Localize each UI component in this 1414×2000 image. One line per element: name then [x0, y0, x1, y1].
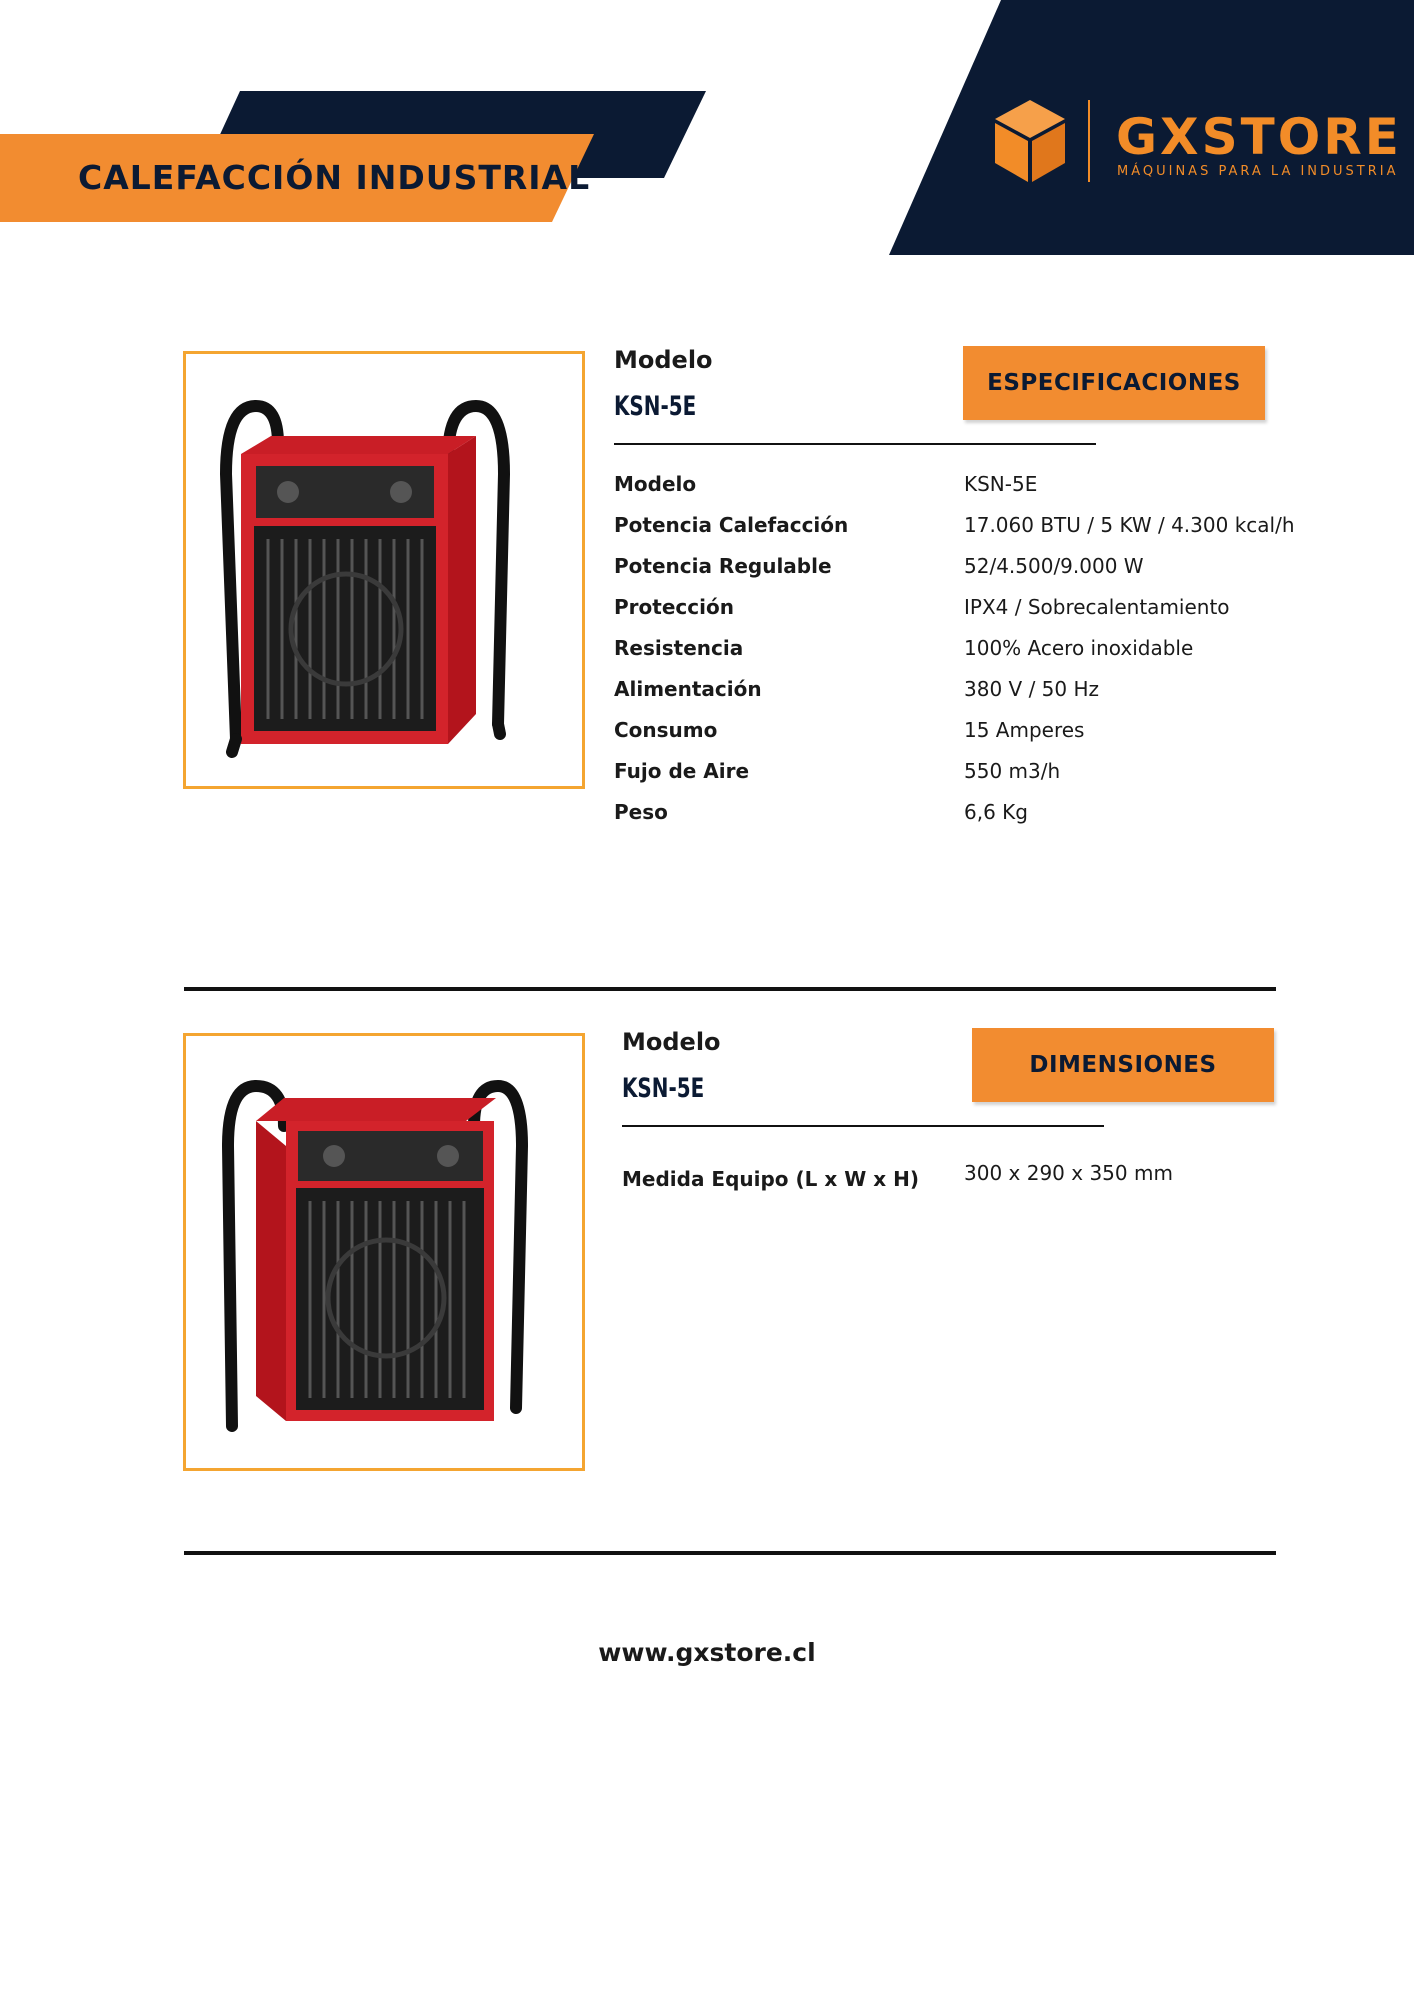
logo-divider	[1088, 100, 1090, 182]
spec-value: 100% Acero inoxidable	[964, 636, 1194, 660]
section-divider	[184, 1551, 1276, 1555]
spec-value: 52/4.500/9.000 W	[964, 554, 1144, 578]
heater-photo	[186, 1036, 582, 1468]
spec-key: Resistencia	[614, 636, 744, 660]
spec-value: 15 Amperes	[964, 718, 1085, 742]
table-row	[614, 800, 1314, 830]
table-row	[614, 472, 1314, 502]
product-image-frame	[183, 1033, 585, 1471]
spec-key: Consumo	[614, 718, 718, 742]
logo-tagline: MÁQUINAS PARA LA INDUSTRIA	[1117, 164, 1399, 179]
table-row	[614, 718, 1314, 748]
table-row	[614, 513, 1314, 543]
spec-value: IPX4 / Sobrecalentamiento	[964, 595, 1230, 619]
specifications-button[interactable]: ESPECIFICACIONES	[963, 346, 1265, 420]
spec-value: 550 m3/h	[964, 759, 1061, 783]
spec-key: Peso	[614, 800, 668, 824]
table-row	[614, 554, 1314, 584]
table-row	[614, 636, 1314, 666]
spec-value: 380 V / 50 Hz	[964, 677, 1100, 701]
model-label: Modelo	[614, 346, 713, 374]
model-underline	[622, 1125, 1104, 1127]
product-image-frame	[183, 351, 585, 789]
table-row	[614, 595, 1314, 625]
model-name: KSN-5E	[622, 1073, 705, 1104]
spec-key: Protección	[614, 595, 734, 619]
spec-key: Medida Equipo (L x W x H)	[622, 1167, 919, 1191]
spec-key: Modelo	[614, 472, 697, 496]
spec-value: KSN-5E	[964, 472, 1038, 496]
spec-value: 6,6 Kg	[964, 800, 1028, 824]
category-title: CALEFACCIÓN INDUSTRIAL	[78, 158, 591, 197]
model-label: Modelo	[622, 1028, 721, 1056]
table-row	[614, 759, 1314, 789]
spec-key: Alimentación	[614, 677, 762, 701]
heater-photo	[186, 354, 582, 786]
section-divider	[184, 987, 1276, 991]
spec-key: Potencia Regulable	[614, 554, 832, 578]
spec-key: Potencia Calefacción	[614, 513, 849, 537]
spec-key: Fujo de Aire	[614, 759, 750, 783]
logo-wordmark[interactable]: GXSTORE	[1116, 108, 1402, 166]
spec-value: 17.060 BTU / 5 KW / 4.300 kcal/h	[964, 513, 1295, 537]
cube-icon	[992, 98, 1068, 184]
spec-value: 300 x 290 x 350 mm	[964, 1161, 1173, 1185]
table-row	[622, 1161, 1322, 1195]
table-row	[614, 677, 1314, 707]
dimensions-button[interactable]: DIMENSIONES	[972, 1028, 1274, 1102]
model-underline	[614, 443, 1096, 445]
website-link[interactable]: www.gxstore.cl	[598, 1638, 816, 1667]
model-name: KSN-5E	[614, 391, 697, 422]
